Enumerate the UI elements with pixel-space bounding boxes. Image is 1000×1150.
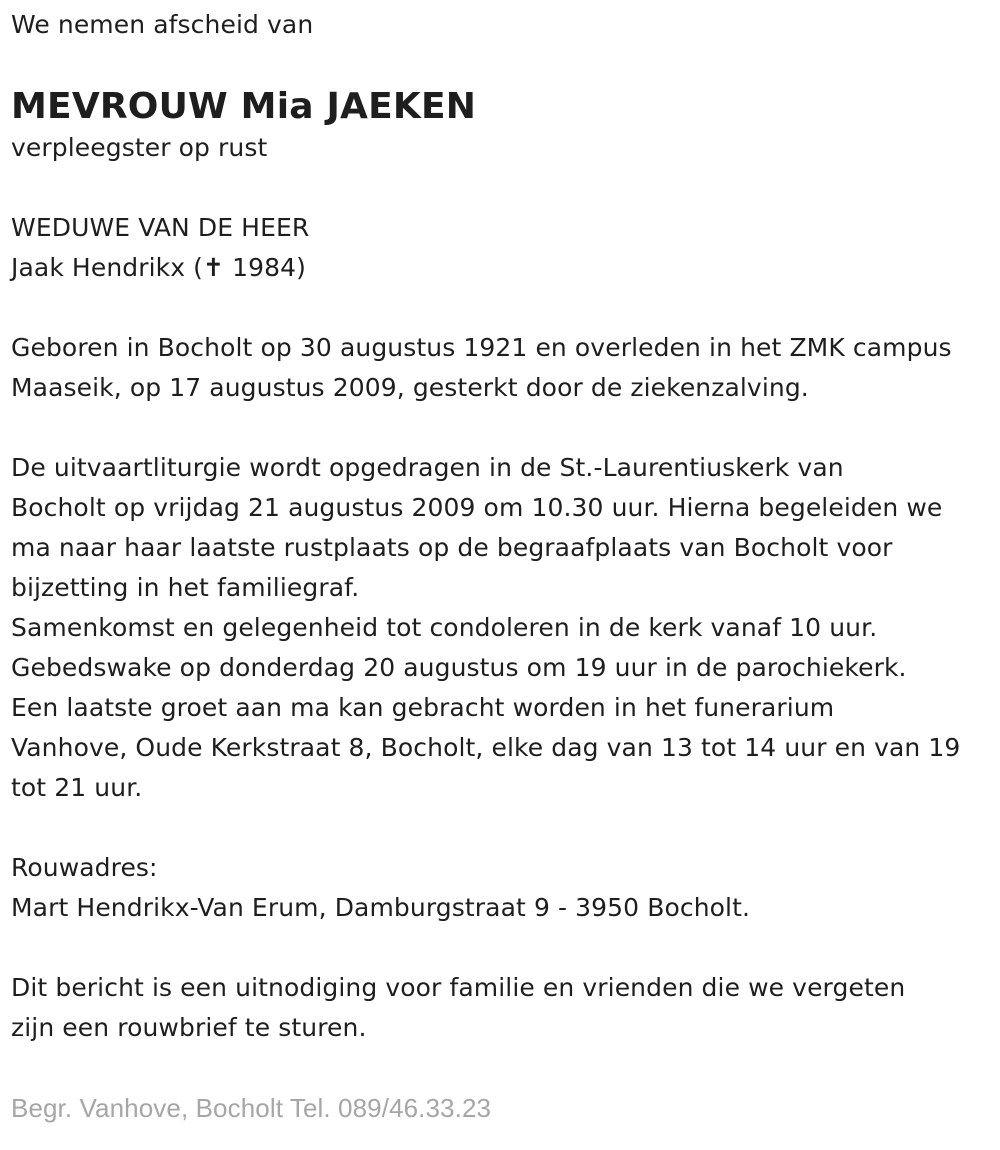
spacer — [11, 408, 996, 448]
address-label: Rouwadres: — [11, 853, 158, 882]
deceased-name: MEVROUW Mia JAEKEN — [11, 86, 477, 127]
paragraph-line: bijzetting in het familiegraf. — [11, 573, 360, 602]
spouse-title: WEDUWE VAN DE HEER — [11, 213, 310, 242]
obituary-notice — [11, 0, 996, 1128]
paragraph-line: tot 21 uur. — [11, 773, 143, 802]
funeral-paragraph — [11, 448, 996, 808]
spouse-name: Jaak Hendrikx (✝ 1984) — [11, 253, 306, 282]
intro-text: We nemen afscheid van — [11, 10, 314, 39]
paragraph-line: Vanhove, Oude Kerkstraat 8, Bocholt, elke dag van 13 tot 14 uur en van 19 — [11, 733, 961, 762]
spacer — [11, 288, 996, 328]
birth-death-paragraph — [11, 328, 996, 408]
spacer — [11, 808, 996, 848]
spacer — [11, 168, 996, 208]
paragraph-line: Dit bericht is een uitnodiging voor familie en vrienden die we vergeten — [11, 973, 906, 1002]
paragraph-line: Samenkomst en gelegenheid tot condoleren in de kerk vanaf 10 uur. — [11, 613, 878, 642]
paragraph-line: Geboren in Bocholt op 30 augustus 1921 en overleden in het ZMK campus — [11, 333, 952, 362]
invitation-paragraph — [11, 968, 996, 1048]
funeral-home-footer: Begr. Vanhove, Bocholt Tel. 089/46.33.23 — [11, 1093, 492, 1123]
paragraph-line: Een laatste groet aan ma kan gebracht worden in het funerarium — [11, 693, 835, 722]
paragraph-line: zijn een rouwbrief te sturen. — [11, 1013, 367, 1042]
spacer — [11, 1048, 996, 1088]
address-value: Mart Hendrikx-Van Erum, Damburgstraat 9 - 3950 Bocholt. — [11, 893, 751, 922]
paragraph-line: Bocholt op vrijdag 21 augustus 2009 om 10.30 uur. Hierna begeleiden we — [11, 493, 943, 522]
deceased-profession: verpleegster op rust — [11, 133, 268, 162]
paragraph-line: ma naar haar laatste rustplaats op de begraafplaats van Bocholt voor — [11, 533, 893, 562]
paragraph-line: Maaseik, op 17 augustus 2009, gesterkt door de ziekenzalving. — [11, 373, 809, 402]
spacer — [11, 928, 996, 968]
paragraph-line: Gebedswake op donderdag 20 augustus om 19 uur in de parochiekerk. — [11, 653, 907, 682]
paragraph-line: De uitvaartliturgie wordt opgedragen in de St.-Laurentiuskerk van — [11, 453, 844, 482]
mourning-address — [11, 848, 996, 928]
